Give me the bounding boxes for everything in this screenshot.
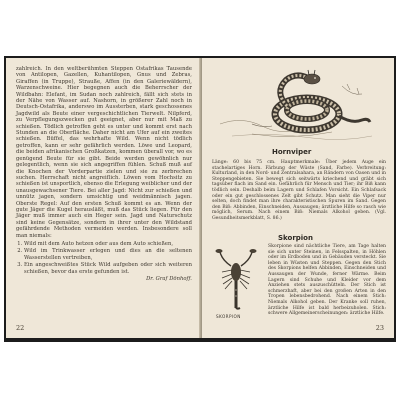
- author-signature: Dr. Graf Dönhoff.: [146, 276, 192, 282]
- open-book: [4, 56, 396, 342]
- page-number-left: 22: [16, 324, 25, 332]
- scorpion-illustration: [210, 246, 262, 312]
- scorpion-heading: Skorpion: [278, 234, 313, 242]
- snake-heading: Hornviper: [272, 148, 312, 156]
- left-page-body: [16, 66, 192, 282]
- page-number-right: 23: [375, 324, 384, 332]
- horned-viper-illustration: [212, 66, 382, 146]
- list-item: 3. Ein angeschweißtes Stück Wild aufgeben oder sich weiteren schießen, bevor das erste gefunden ist.: [24, 262, 192, 275]
- hunting-paragraph: zahlreich. In den weltberühmten Steppen Ostafrikas Tausende von Antilopen, Gazellen, Kuhantilopen, Gnus und Zebras, Giraffen (in Truppe), Strauße, Affen (in den Galeriewäldern), Warzenschweine. Hier begegnen auch die Beherrscher der Wildbahn: Elefant, im Sudan noch zahlreich, fällt sich stets in der Nähe von Wasser auf. Nashorn, in größerer Zahl noch in Deutsch-Ostafrika, anderswo im Aussterben, stark geschossenes Jagdwild als Beute einer vergeschichtlichen Tierwelt. Nilpferd, zu Verpflegungszwecken gut geeignet, aber nur mit Maß zu schießen. Tödlich getroffen geht es unter und kommt erst nach Stunden an die Oberfläche. Daher nicht am Ufer auf ein zweites schießen. Büffel, das wehrhafte Wild. Wenn nicht tödlich getroffen, kann er sehr gefährlich werden. Löwe und Leopard, die beiden afrikanischen Großkatzen, kommen überall vor, wo es genügend Beute für sie gibt. Beide werden gewöhnlich nur gelegentlich, wenn sie sich angegriffen fühlen. Schuß muß auf die Knochen der Vorderpartie zielen und sie zu zerbrechen suchen. Herrschaft nicht angreiflich. Löwen vom Hochsitz zu schießen ist unsportlich, ebenso die Erlegung weiblicher und der unausgewachsener Tiere. Bei aller Jagd: Nicht zur schießen und unnütz jagen, sondern umsichtig und weidmännisch jagen. Oberste Regel: Auf den ersten Schuß kommt es an. Wenn der gute Jäger die Kugel herausläßt, muß das Stück liegen. Für den Jäger muß immer auch ein Heger sein. Jagd und Naturschutz sind keine Gegensätze, sondern in ihrer unter den Wildstand gefährdende Methoden vermeiden werden. Insbesondere soll man niemals:: [16, 66, 192, 239]
- right-page: [202, 58, 394, 338]
- scorpion-description: Skorpione sind nächtliche Tiere, am Tage halten sie sich unter Steinen, in Felsspalten, in Höhlen oder im Erdboden und in Gebäuden versteckt. Sie leben in Wüsten und Steppen. Gegen den Stich des Skorpions helfen Abbinden, Einschneiden und Aussaugen der Wunde, ferner Wärme. Beim Lagern sind Schuhe und Kleider vor dem Anziehen stets auszuschütteln. Der Stich ist schmerzhaft, aber bei den großen Arten in den Tropen lebensbedrohend. Nach einem Stich: Niemals Alkohol geben. Der Kranke soll ruhen, ärztliche Hilfe ist bald herbeizuholen. Stich: schwere Allgemeinerscheinungen: ärztliche Hilfe.: [268, 244, 386, 317]
- list-item: 2. Wild im Trinkwasser erlegen und dies an die seltenen Wasserstellen vertreiben,: [24, 248, 192, 261]
- snake-description: Länge: 60 bis 75 cm. Hauptmerkmale: Über jedem Auge ein stachelartiges Horn. Färbung der Wüste (Sand, Farbe). Verbreitung: Kulturland, in den Nord- und Zentralsahara, an Rändern von Oasen und in Steppengebieten. Sie bewegt sich seitwärts kriechend und gräbt sich tagsüber flach im Sand ein. Gefährlich für Mensch und Tier; ihr Biß kann tödlich sein. Deshalb beim Lagern und Schlafen Vorsicht. Ein Schlafsack oder ein gut geschlossenes Zelt gibt Schutz. Man sieht die Viper nur selten, doch findet man ihre charakteristischen Spuren im Sand. Gegen den Biß: Abbinden, Einschneiden, Aussaugen; ärztliche Hilfe so rasch wie möglich, Serum. Nach einem Biß: Niemals Alkohol geben. (Vgl. Gesundheitsmerkblatt, S. 86.): [212, 160, 386, 221]
- list-item: 1. Wild mit dem Auto hetzen oder aus dem Auto schießen,: [24, 241, 192, 247]
- left-page: [6, 58, 201, 338]
- hunting-rules-list: [16, 241, 192, 275]
- scorpion-caption: SKORPION: [216, 314, 241, 319]
